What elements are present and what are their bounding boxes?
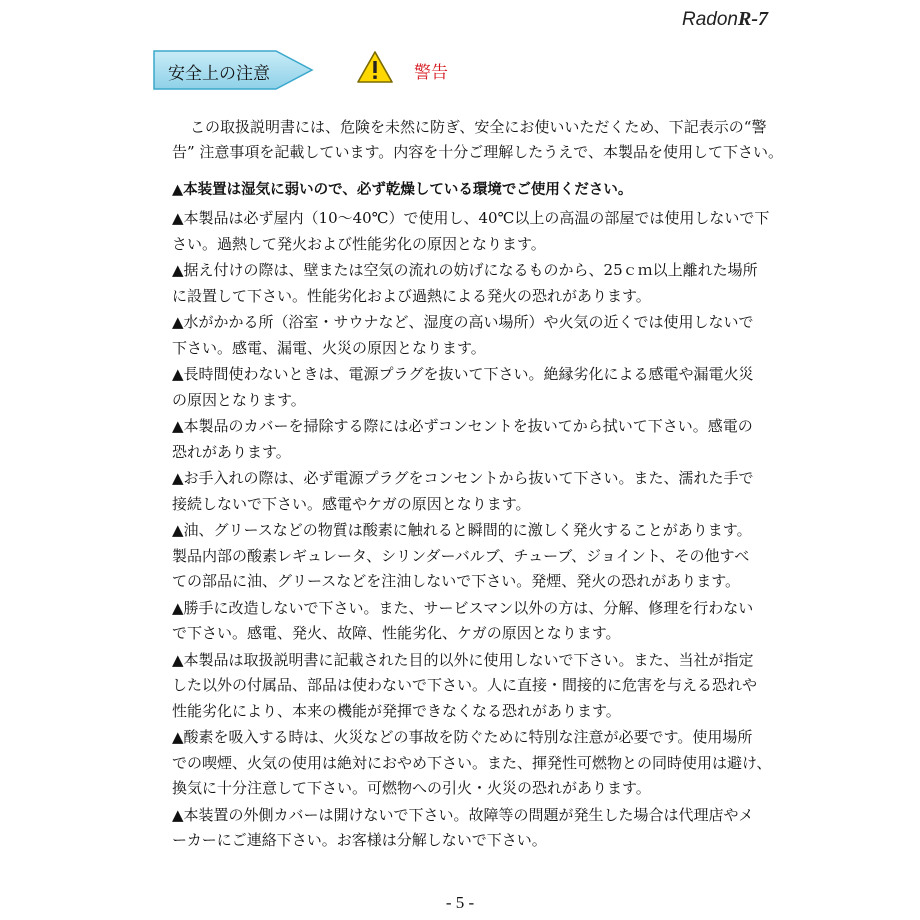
warning-item <box>172 414 752 465</box>
warning-line: に設置して下さい。性能劣化および過熱による発火の恐れがあります。 <box>172 286 651 305</box>
warning-line: ▲本製品は必ず屋内（10～40℃）で使用し、40℃以上の高温の部屋では使用しないで下 <box>172 209 770 227</box>
warning-line: した以外の付属品、部品は使わないで下さい。人に直接・間接的に危害を与える恐れや <box>172 676 758 694</box>
intro-paragraph <box>172 115 783 165</box>
warning-item <box>172 466 752 517</box>
warning-label: 警告 <box>414 63 448 83</box>
warning-item <box>172 310 752 361</box>
section-banner <box>152 48 316 92</box>
warning-item <box>172 258 758 309</box>
warning-line: での喫煙、火気の使用は絶対におやめ下さい。また、揮発性可燃物との同時使用は避け、 <box>172 753 772 772</box>
warning-line: ーカーにご連絡下さい。お客様は分解しないで下さい。 <box>172 831 547 849</box>
warning-line: ▲油、グリースなどの物質は酸素に触れると瞬間的に激しく発火することがあります。 <box>172 521 752 539</box>
warning-item <box>172 648 758 725</box>
intro-line: 告” 注意事項を記載しています。内容を十分ご理解したうえで、本製品を使用して下さい。 <box>172 143 783 161</box>
brand-header <box>682 8 768 31</box>
warning-line: ▲水がかかる所（浴室・サウナなど、湿度の高い場所）や火気の近くでは使用しないで <box>172 313 754 331</box>
warning-item <box>172 518 752 595</box>
warning-list <box>172 206 772 855</box>
brand-model: R-7 <box>738 8 768 30</box>
page-number: - 5 - <box>445 893 475 912</box>
warning-line: の原因となります。 <box>172 390 306 409</box>
warning-line: ▲酸素を吸入する時は、火災などの事故を防ぐために特別な注意が必要です。使用場所 <box>172 728 753 746</box>
warning-line: ▲お手入れの際は、必ず電源プラグをコンセントから抜いて下さい。また、濡れた手で <box>172 469 754 487</box>
warning-item <box>172 803 752 854</box>
warning-line: ▲勝手に改造しないで下さい。また、サービスマン以外の方は、分解、修理を行わない <box>172 598 754 617</box>
warning-line: 恐れがあります。 <box>172 442 291 461</box>
brand-name: Radon <box>682 9 738 30</box>
warning-line: 接続しないで下さい。感電やケガの原因となります。 <box>172 494 531 513</box>
section-title: 安全上の注意 <box>168 64 270 84</box>
warning-line: ▲本装置の外側カバーは開けないで下さい。故障等の問題が発生した場合は代理店やメ <box>172 805 754 824</box>
warning-line: ▲本製品は取扱説明書に記載された目的以外に使用しないで下さい。また、当社が指定 <box>172 650 754 669</box>
warning-line: ▲据え付けの際は、壁または空気の流れの妨げになるものから、25ｃｍ以上離れた場所 <box>172 261 758 279</box>
warning-line: ▲長時間使わないときは、電源プラグを抜いて下さい。絶縁劣化による感電や漏電火災 <box>172 365 754 383</box>
warning-item <box>172 362 752 413</box>
warning-line: 性能劣化により、本来の機能が発揮できなくなる恐れがあります。 <box>172 701 621 720</box>
warning-triangle-icon <box>356 50 394 84</box>
warning-line: さい。過熱して発火および性能劣化の原因となります。 <box>172 234 546 253</box>
warning-line: ての部品に油、グリースなどを注油しないで下さい。発煙、発火の恐れがあります。 <box>172 572 741 590</box>
warning-item <box>172 596 752 647</box>
warning-line: ▲本製品のカバーを掃除する際には必ずコンセントを抜いてから拭いて下さい。感電の <box>172 417 753 435</box>
warning-line: で下さい。感電、発火、故障、性能劣化、ケガの原因となります。 <box>172 624 621 642</box>
warning-line: 換気に十分注意して下さい。可燃物への引火・火災の恐れがあります。 <box>172 779 651 797</box>
intro-line: この取扱説明書には、危険を未然に防ぎ、安全にお使いいただくため、下記表示の“警 <box>190 118 767 136</box>
warning-line: 下さい。感電、漏電、火災の原因となります。 <box>172 338 486 357</box>
warning-line: 製品内部の酸素レギュレータ、シリンダーバルブ、チューブ、ジョイント、その他すべ <box>172 546 750 565</box>
humidity-note: ▲本装置は湿気に弱いので、必ず乾燥している環境でご使用ください。 <box>172 182 633 198</box>
warning-item <box>172 725 772 802</box>
warning-item <box>172 206 770 257</box>
